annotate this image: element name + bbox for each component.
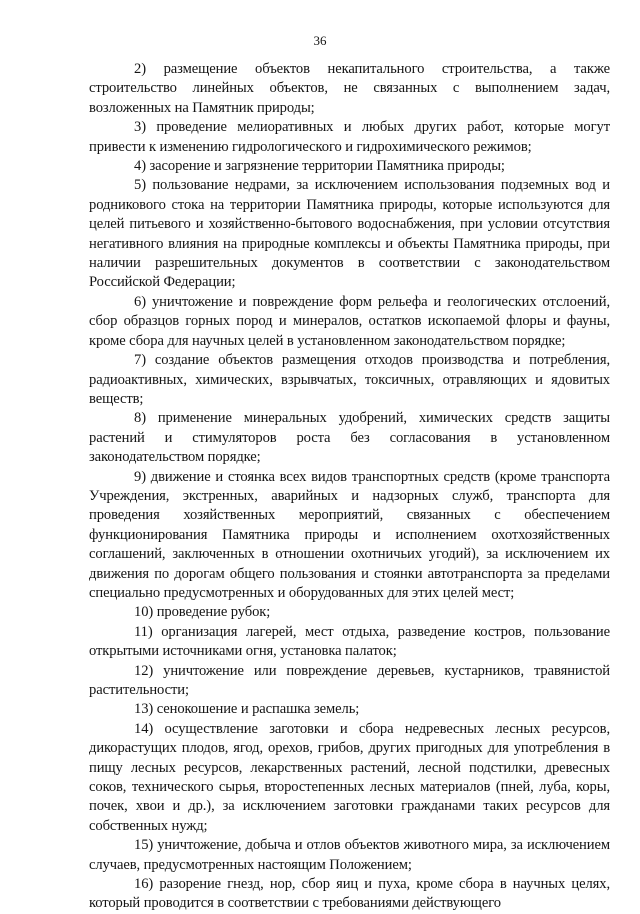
page-number: 36 [313, 33, 327, 48]
paragraph-item-4: 4) засорение и загрязнение территории Памятника природы; [134, 158, 505, 175]
paragraph-item-13: 13) сенокошение и распашка земель; [134, 701, 360, 718]
paragraph-item-5: 5) пользование недрами, за исключением использования подземных вод и родникового стока на территории Памятника природы, которые используются для целей питьевого и хозяйственно-бытового водоснабжения, при условии отсутствия негативного влияния на природные комплексы и объекты Памятника природы, при наличии разрешительных документов в соответствии с законодательством Российской Федерации; [89, 177, 610, 291]
paragraph-item-6: 6) уничтожение и повреждение форм рельефа и геологических отслоений, сбор образцов горных пород и минералов, остатков ископаемой флоры и фауны, кроме сбора для научных целей в установленном законодательством порядке; [89, 293, 610, 349]
paragraph-item-8: 8) применение минеральных удобрений, химических средств защиты растений и стимуляторов роста без согласования в установленном законодательством порядке; [89, 410, 610, 466]
paragraph-item-7: 7) создание объектов размещения отходов производства и потребления, радиоактивных, химических, взрывчатых, токсичных, отравляющих и ядовитых веществ; [89, 352, 610, 407]
paragraph-item-9: 9) движение и стоянка всех видов транспортных средств (кроме транспорта Учреждения, экстренных, аварийных и надзорных служб, транспорта для проведения хозяйственных мероприятий, связанных с обеспечением функционирования Памятника природы и исполнением охотхозяйственных соглашений, заключенных в отношении охотничьих угодий), за исключением их движения по дорогам общего пользования и стоянки автотранспорта за пределами специально предусмотренных и оборудованных для этих целей мест; [89, 468, 610, 601]
paragraph-item-10: 10) проведение рубок; [134, 604, 271, 621]
document-body [89, 60, 610, 914]
paragraph-item-16: 16) разорение гнезд, нор, сбор яиц и пуха, кроме сбора в научных целях, который проводится в соответствии с требованиями действующего [89, 876, 610, 912]
paragraph-item-12: 12) уничтожение или повреждение деревьев, кустарников, травянистой растительности; [89, 662, 610, 698]
paragraph-item-3: 3) проведение мелиоративных и любых других работ, которые могут привести к изменению гидрологического и гидрохимического режимов; [89, 119, 610, 155]
paragraph-item-14: 14) осуществление заготовки и сбора недревесных лесных ресурсов, дикорастущих плодов, ягод, орехов, грибов, других пригодных для употребления в пищу лесных ресурсов, лекарственных растений, лесной подстилки, древесных соков, технического сырья, второстепенных лесных материалов (пней, луба, коры, почек, хвои и др.), за исключением заготовки гражданами таких ресурсов для собственных нужд; [89, 720, 610, 834]
paragraph-item-2: 2) размещение объектов некапитального строительства, а также строительство линейных объектов, не связанных с выполнением задач, возложенных на Памятник природы; [89, 61, 610, 116]
paragraph-item-15: 15) уничтожение, добыча и отлов объектов животного мира, за исключением случаев, предусмотренных настоящим Положением; [89, 837, 610, 873]
paragraph-item-11: 11) организация лагерей, мест отдыха, разведение костров, пользование открытыми источниками огня, установка палаток; [89, 623, 610, 660]
